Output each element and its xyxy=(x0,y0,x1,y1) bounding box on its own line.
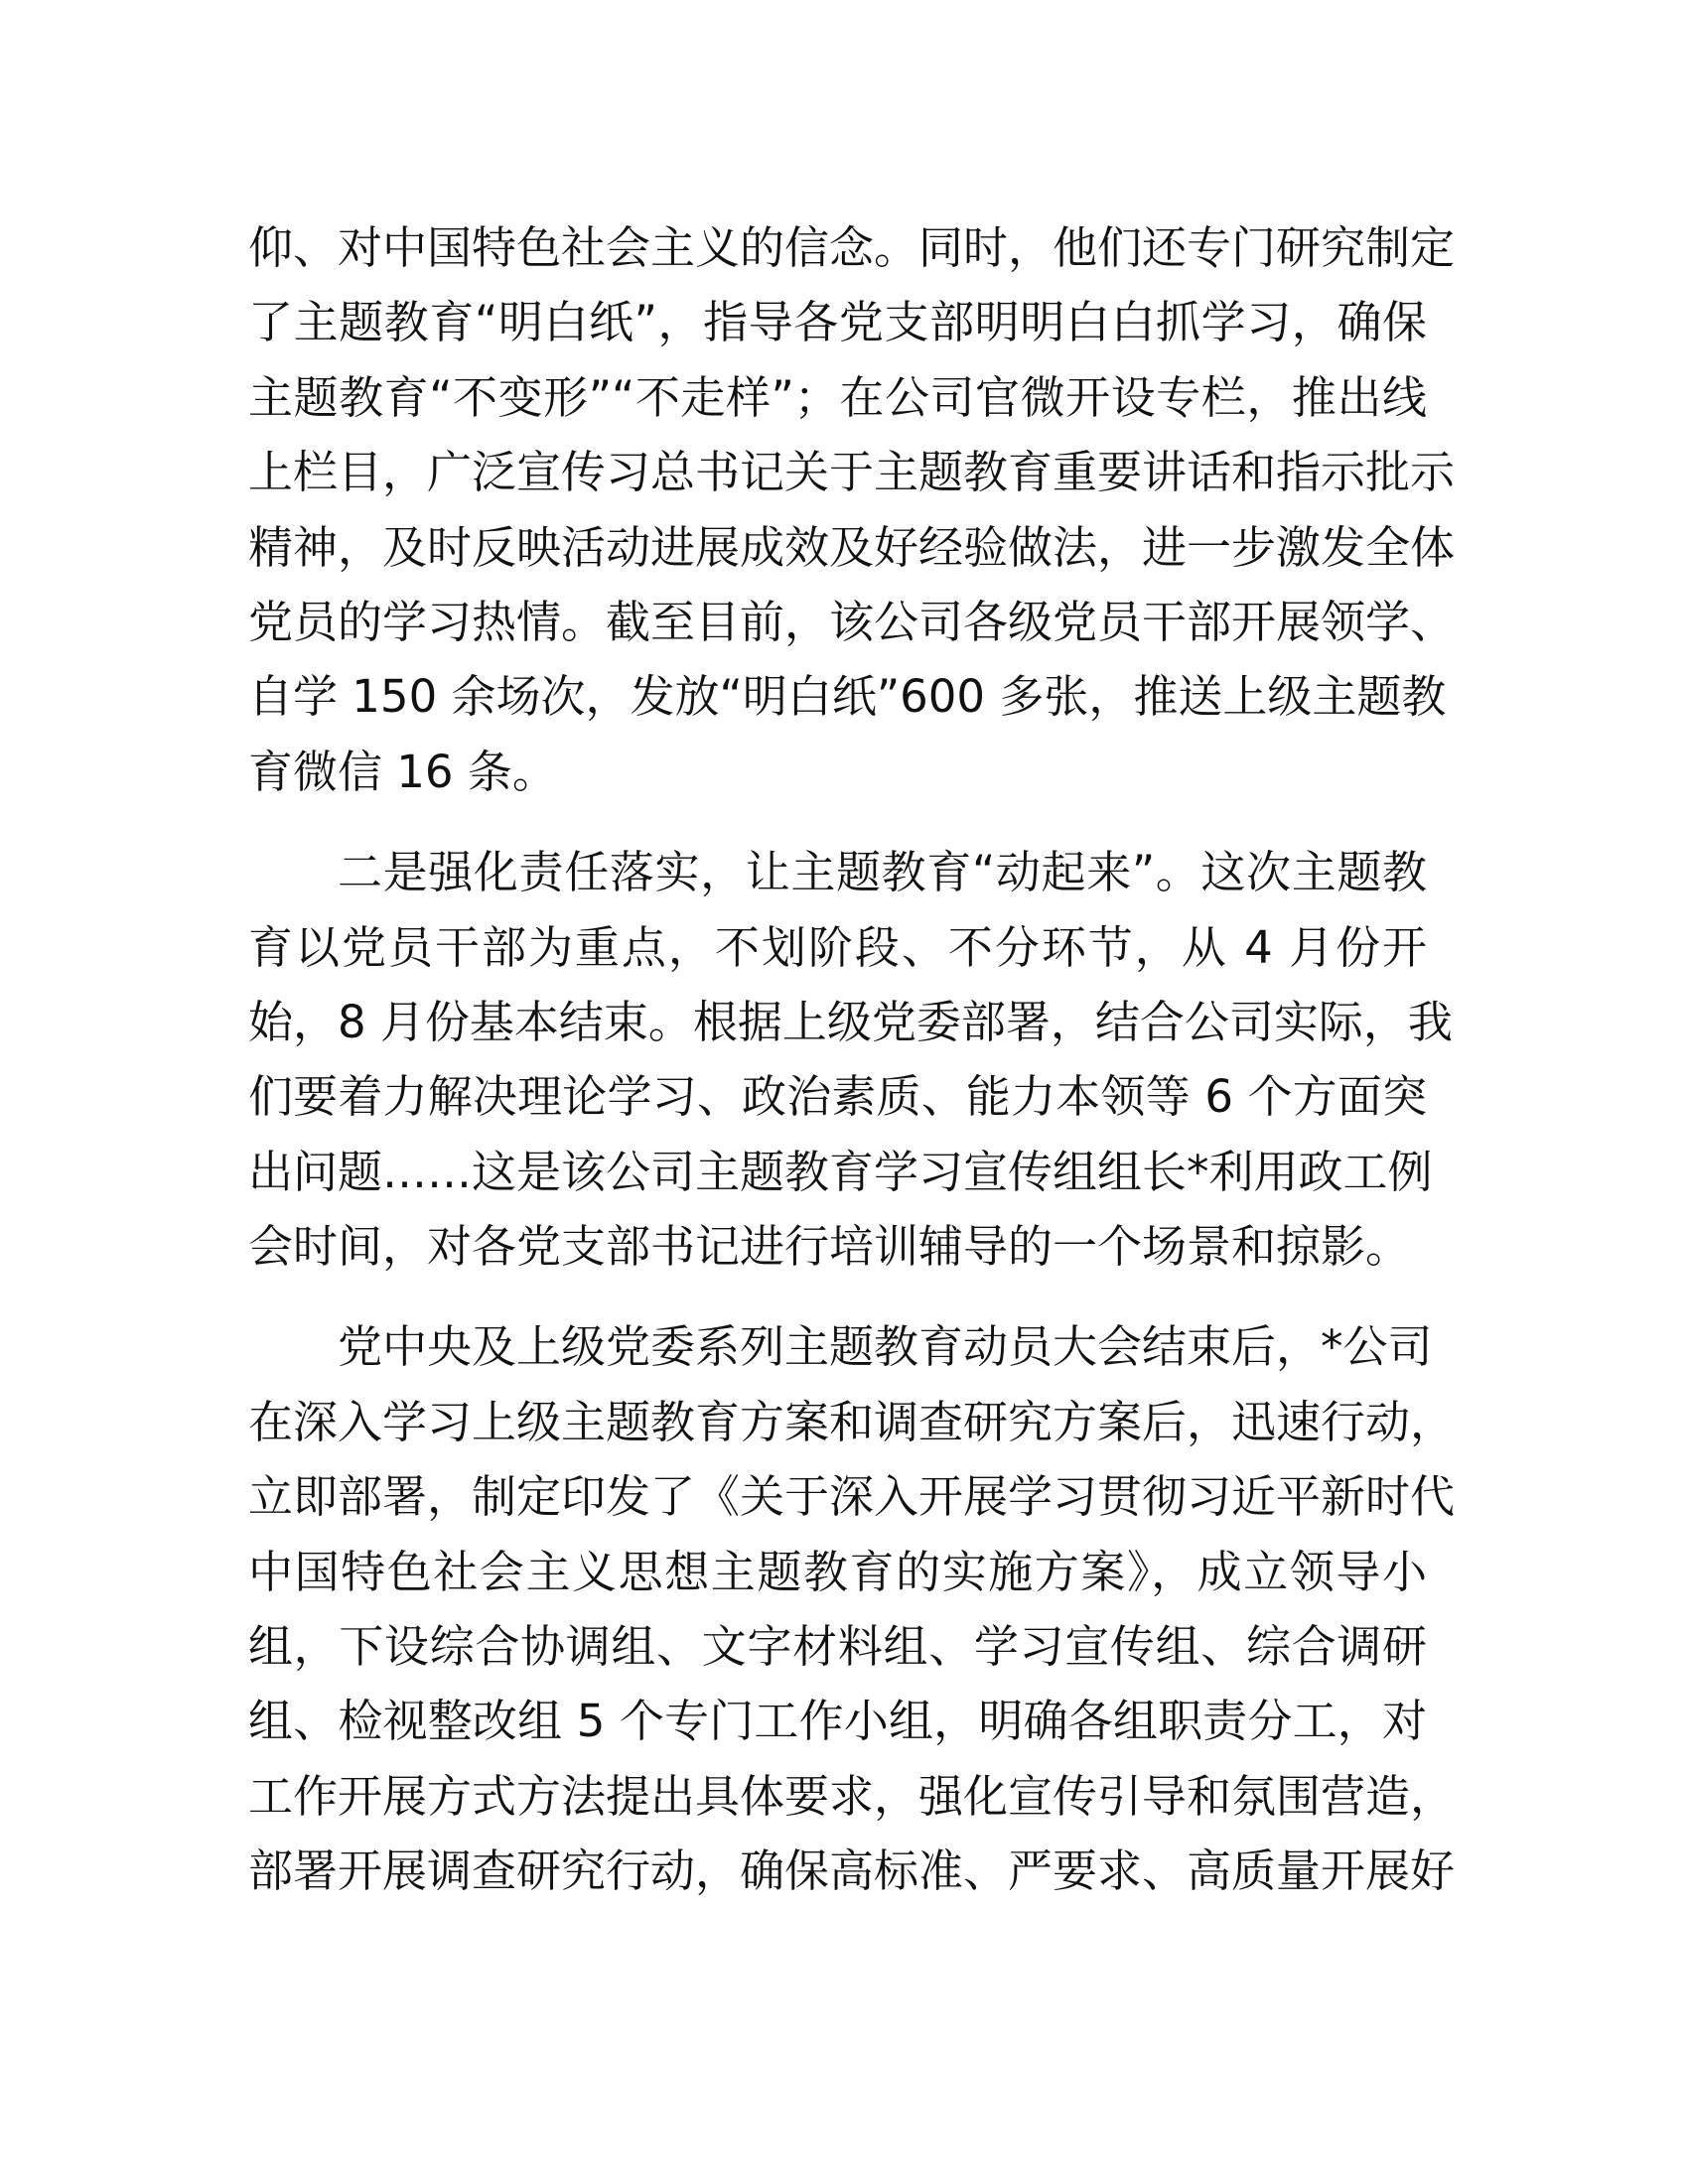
text-line: 育以党员干部为重点，不划阶段、不分环节，从 4 月份开 xyxy=(248,920,1427,974)
text-line: 上栏目，广泛宣传习总书记关于主题教育重要讲话和指示批示 xyxy=(248,446,1456,499)
text-line: 仰、对中国特色社会主义的信念。同时，他们还专门研究制定 xyxy=(248,221,1456,274)
text-line: 组，下设综合协调组、文字材料组、学习宣传组、综合调研 xyxy=(248,1620,1427,1674)
paragraph-2 xyxy=(248,835,1453,1284)
text-line: 立即部署，制定印发了《关于深入开展学习贯彻习近平新时代 xyxy=(248,1470,1456,1524)
text-line: 始，8 月份基本结束。根据上级党委部署，结合公司实际，我 xyxy=(248,995,1453,1048)
text-line: 出问题……这是该公司主题教育学习宣传组组长*利用政工例 xyxy=(248,1145,1433,1198)
text-line: 了主题教育“明白纸”，指导各党支部明明白白抓学习，确保 xyxy=(248,296,1427,349)
text-line: 们要着力解决理论学习、政治素质、能力本领等 6 个方面突 xyxy=(248,1070,1427,1124)
text-line: 主题教育“不变形”“不走样”；在公司官微开设专栏，推出线 xyxy=(248,370,1427,424)
text-line: 中国特色社会主义思想主题教育的实施方案》，成立领导小 xyxy=(248,1545,1427,1598)
text-line: 育微信 16 条。 xyxy=(248,745,557,798)
paragraph-1 xyxy=(248,210,1456,809)
text-line: 工作开展方式方法提出具体要求，强化宣传引导和氛围营造， xyxy=(248,1769,1456,1823)
text-line: 党中央及上级党委系列主题教育动员大会结束后，*公司 xyxy=(338,1320,1433,1374)
text-line: 自学 150 余场次，发放“明白纸”600 多张，推送上级主题教 xyxy=(248,670,1447,724)
paragraph-3 xyxy=(248,1309,1456,1908)
text-line: 组、检视整改组 5 个专门工作小组，明确各组职责分工，对 xyxy=(248,1695,1427,1748)
text-line: 党员的学习热情。截至目前，该公司各级党员干部开展领学、 xyxy=(248,595,1456,648)
document-page xyxy=(248,210,1456,1935)
text-line: 会时间，对各党支部书记进行培训辅导的一个场景和掠影。 xyxy=(248,1220,1411,1274)
text-line: 部署开展调查研究行动，确保高标准、严要求、高质量开展好 xyxy=(248,1844,1456,1898)
text-line: 在深入学习上级主题教育方案和调查研究方案后，迅速行动， xyxy=(248,1395,1456,1448)
text-line: 精神，及时反映活动进展成效及好经验做法，进一步激发全体 xyxy=(248,520,1456,574)
text-line: 二是强化责任落实，让主题教育“动起来”。这次主题教 xyxy=(338,846,1427,899)
